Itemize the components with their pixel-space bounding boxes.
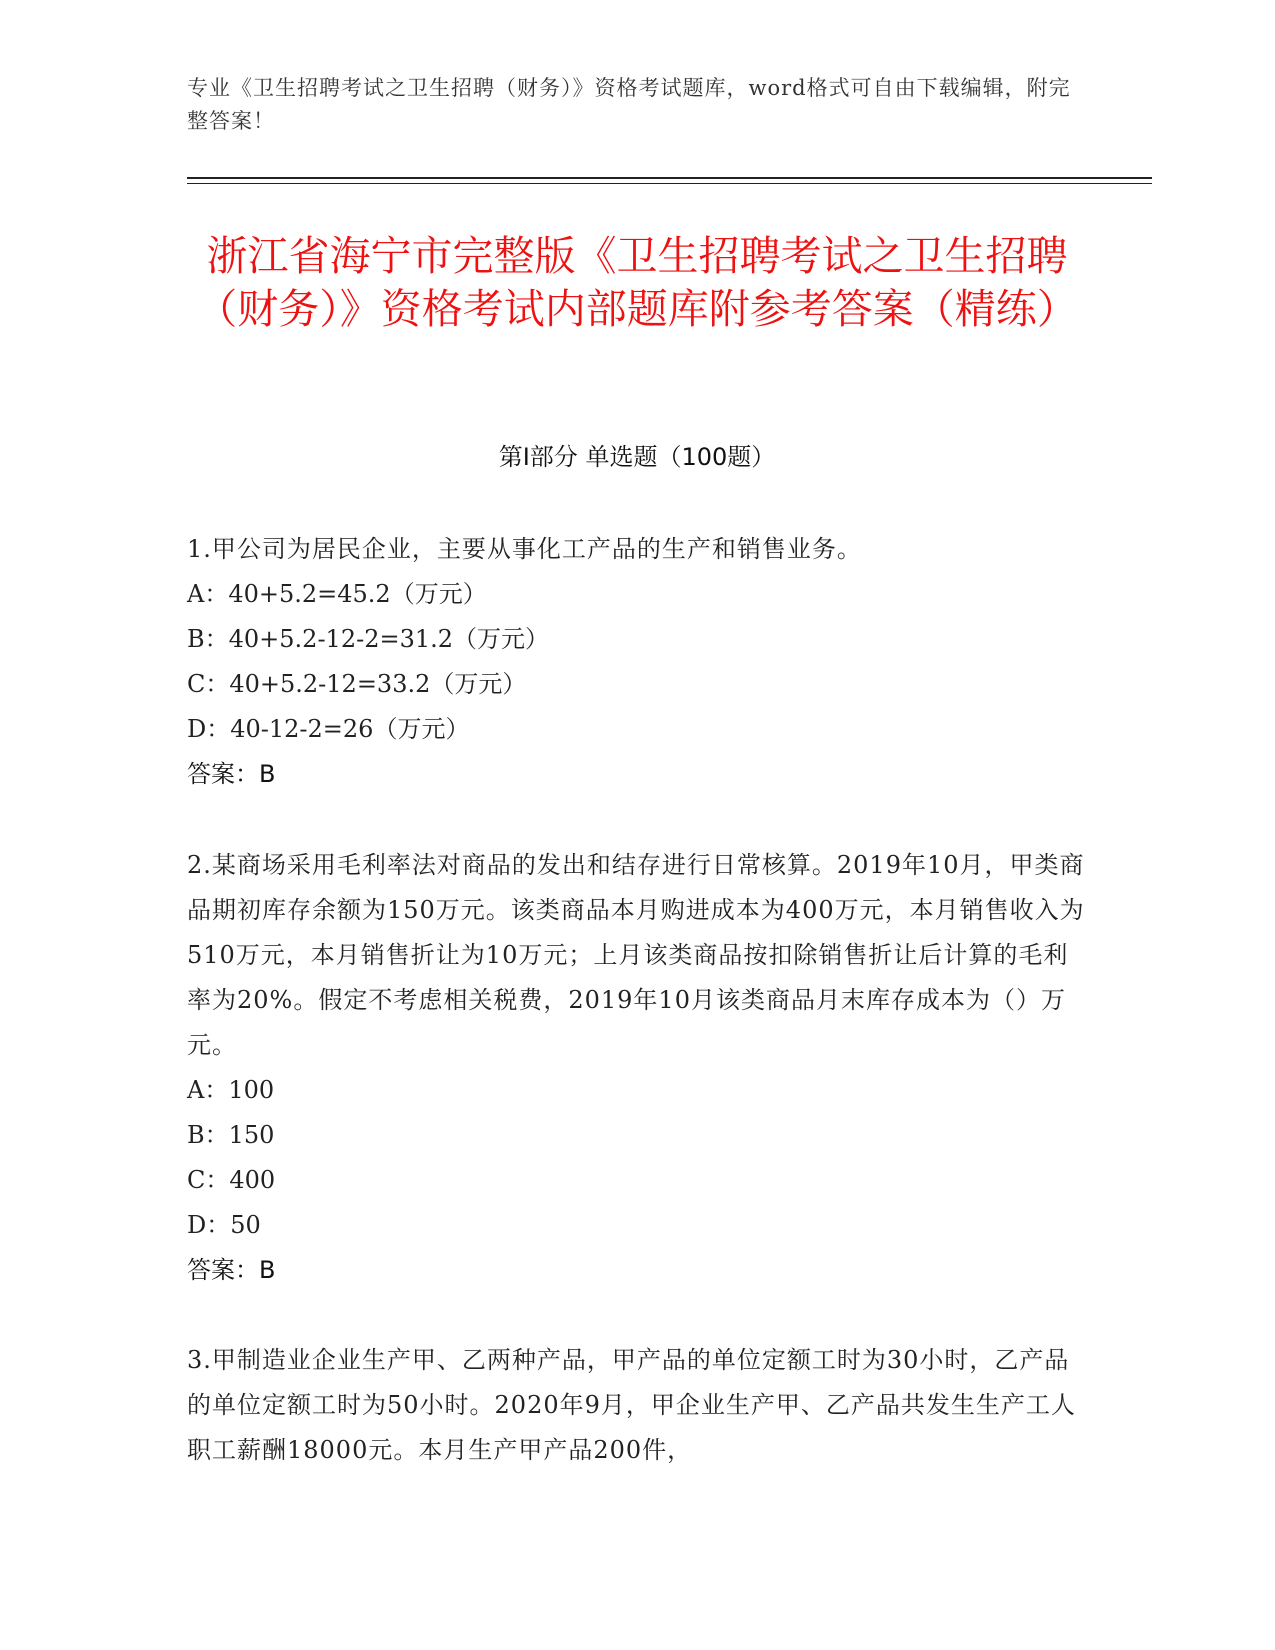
option-a: A：40+5.2=45.2（万元） — [187, 580, 487, 608]
document-title: 浙江省海宁市完整版《卫生招聘考试之卫生招聘（财务）》资格考试内部题库附参考答案（精练） — [196, 232, 1078, 333]
question-2 — [187, 843, 1087, 1293]
option-d: D：40-12-2=26（万元） — [187, 715, 470, 743]
option-b: B：40+5.2-12-2=31.2（万元） — [187, 625, 550, 653]
question-1 — [187, 527, 1087, 797]
answer: 答案：B — [187, 760, 276, 788]
header-divider-thick — [187, 177, 1152, 179]
section-heading: 第I部分 单选题（100题） — [498, 443, 776, 471]
option-a: A：100 — [187, 1076, 275, 1104]
option-b: B：150 — [187, 1121, 275, 1149]
question-text: 3.甲制造业企业生产甲、乙两种产品，甲产品的单位定额工时为30小时，乙产品的单位定额工时为50小时。2020年9月，甲企业生产甲、乙产品共发生生产工人职工薪酬18000元。本月生产甲产品200件， — [187, 1346, 1076, 1464]
question-text: 1.甲公司为居民企业，主要从事化工产品的生产和销售业务。 — [187, 535, 862, 563]
header-note: 专业《卫生招聘考试之卫生招聘（财务）》资格考试题库，word格式可自由下载编辑，附完整答案！ — [187, 76, 1071, 133]
answer: 答案：B — [187, 1256, 276, 1284]
option-c: C：40+5.2-12=33.2（万元） — [187, 670, 527, 698]
question-text: 2.某商场采用毛利率法对商品的发出和结存进行日常核算。2019年10月，甲类商品期初库存余额为150万元。该类商品本月购进成本为400万元，本月销售收入为510万元，本月销售折让为10万元；上月该类商品按扣除销售折让后计算的毛利率为20%。假定不考虑相关税费，2019年10月该类商品月末库存成本为（）万元。 — [187, 851, 1085, 1059]
question-3 — [187, 1338, 1087, 1473]
header-divider-thin — [187, 183, 1152, 184]
option-c: C：400 — [187, 1166, 276, 1194]
option-d: D：50 — [187, 1211, 261, 1239]
